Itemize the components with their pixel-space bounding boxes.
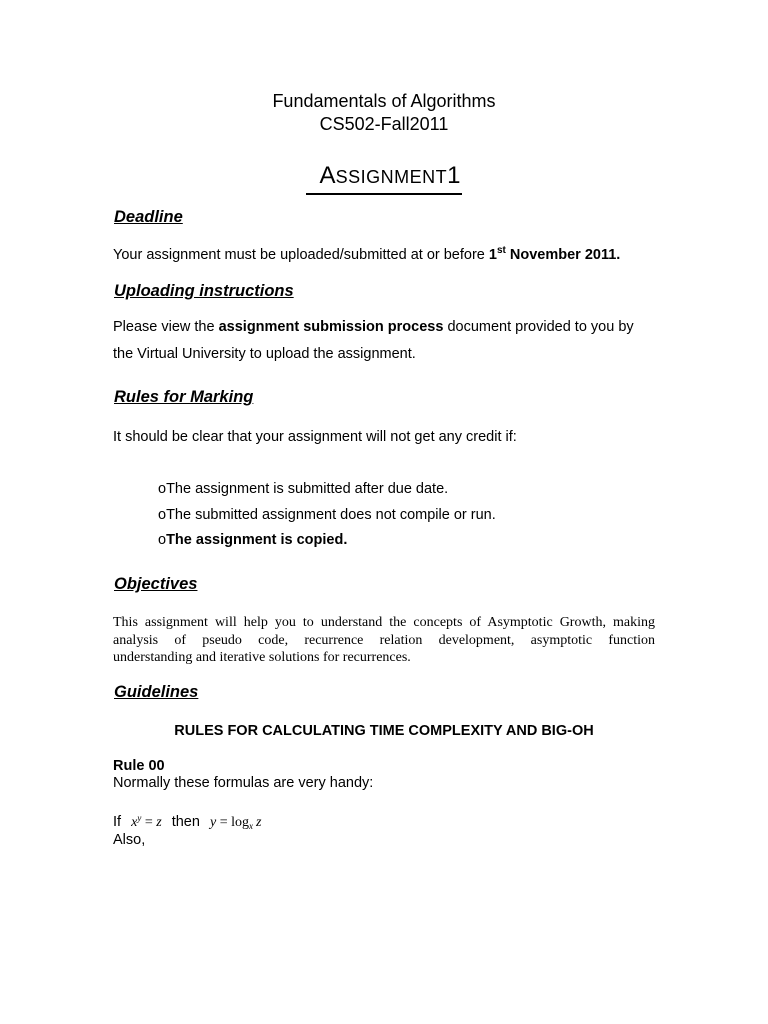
formula-exponent: y xyxy=(137,813,142,823)
objectives-heading: Objectives xyxy=(114,575,198,593)
objectives-paragraph xyxy=(113,614,655,667)
formula-result: z xyxy=(156,815,162,830)
bullet-marker: o xyxy=(158,481,167,497)
list-item-text: The assignment is submitted after due date. xyxy=(166,481,449,497)
formula-log-arg: z xyxy=(255,815,262,830)
uploading-line-2: the Virtual University to upload the assignment. xyxy=(113,346,416,362)
rule-label: Rule 00 xyxy=(113,758,165,774)
submission-process-emphasis: assignment submission process xyxy=(218,319,444,335)
deadline-heading: Deadline xyxy=(114,208,183,226)
assignment-title-initial: A xyxy=(319,162,336,189)
uploading-line-1-before: Please view the xyxy=(113,319,219,335)
rules-marking-intro: It should be clear that your assignment will not get any credit if: xyxy=(113,429,517,445)
assignment-number: 1 xyxy=(447,162,461,189)
uploading-line-1 xyxy=(113,317,634,337)
formula-base: x xyxy=(131,815,138,830)
formula-equals: = xyxy=(141,815,157,830)
deadline-month-year: November 2011. xyxy=(505,247,621,263)
also-text: Also, xyxy=(113,832,146,848)
formula-log-word: log xyxy=(231,815,249,830)
formula-logarithm xyxy=(210,815,261,830)
deadline-day-suffix: st xyxy=(496,245,506,256)
formula-log-var: y xyxy=(209,815,217,830)
deadline-day: 1 xyxy=(488,247,497,263)
course-code: CS502-Fall2011 xyxy=(319,114,449,134)
formula-if: If xyxy=(113,814,122,830)
formula-then: then xyxy=(171,814,200,830)
uploading-heading: Uploading instructions xyxy=(114,282,294,300)
list-item-text: The assignment is copied. xyxy=(166,532,348,548)
assignment-title xyxy=(0,162,768,195)
guidelines-subtitle: RULES FOR CALCULATING TIME COMPLEXITY AND BIG-OH xyxy=(174,723,594,739)
list-item xyxy=(158,505,496,525)
formula-log-equals: = xyxy=(216,815,232,830)
list-item-text: The submitted assignment does not compile or run. xyxy=(166,507,496,523)
list-item xyxy=(158,530,347,550)
list-item xyxy=(158,479,448,499)
formula-log-base: x xyxy=(248,821,253,831)
rules-marking-heading: Rules for Marking xyxy=(114,388,254,406)
deadline-text-before: Your assignment must be uploaded/submitted at or before xyxy=(113,247,489,263)
objectives-line: understanding and iterative solutions for recurrences. xyxy=(113,650,411,665)
bullet-marker: o xyxy=(158,507,167,523)
deadline-text xyxy=(113,245,620,265)
assignment-title-rest: SSIGNMENT xyxy=(335,167,448,187)
guidelines-heading: Guidelines xyxy=(114,683,199,701)
course-title: Fundamentals of Algorithms xyxy=(272,91,496,111)
bullet-marker: o xyxy=(158,532,167,548)
rule-text: Normally these formulas are very handy: xyxy=(113,775,374,791)
objectives-line: This assignment will help you to understand the concepts of Asymptotic Growth, making xyxy=(113,615,655,630)
formula-exponential xyxy=(131,815,162,830)
objectives-line: analysis of pseudo code, recurrence relation development, asymptotic function xyxy=(113,632,655,648)
uploading-line-1-after: document provided to you by xyxy=(443,319,634,335)
